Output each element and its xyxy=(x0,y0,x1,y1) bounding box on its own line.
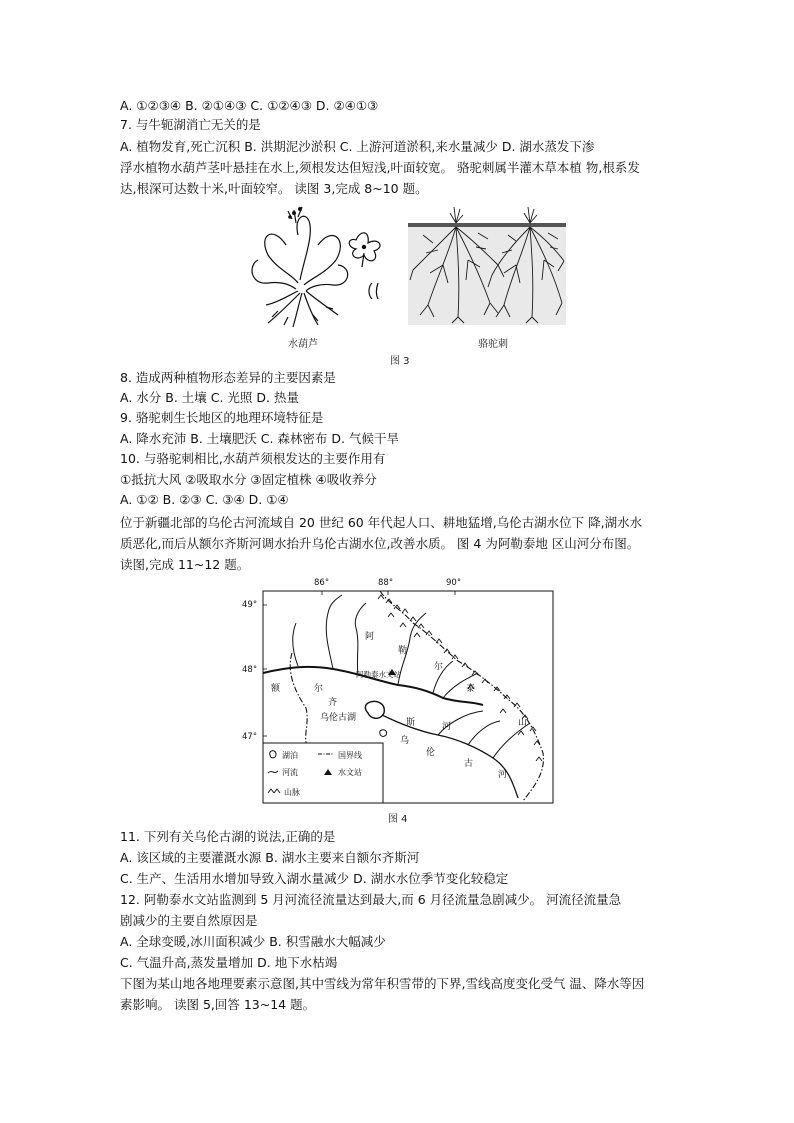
passage-ulungur-3: 读图,完成 11~12 题。 xyxy=(120,557,250,572)
lat-tick-49: 49° xyxy=(242,600,258,610)
q7-options: A. 植物发育,死亡沉积 B. 洪期泥沙淤积 C. 上游河道淤积,来水量减少 D. 湖水蒸发下渗 xyxy=(120,139,595,154)
q10-statements: ①抵抗大风 ②吸取水分 ③固定植株 ④吸收养分 xyxy=(120,472,377,487)
q12-options-cd: C. 气温升高,蒸发量增加 D. 地下水枯竭 xyxy=(120,955,338,970)
legend-river: 河流 xyxy=(282,768,298,777)
map-label-e4: 斯 xyxy=(406,718,416,728)
q12-options-ab: A. 全球变暖,冰川面积减少 B. 积雪融水大幅减少 xyxy=(120,934,386,949)
water-hyacinth-illustration xyxy=(238,205,398,330)
border-east xyxy=(380,591,543,801)
ulungur-lake xyxy=(365,701,384,718)
map-label-e1: 额 xyxy=(271,684,281,694)
map-label-w1: 乌 xyxy=(400,736,410,746)
q6-options: A. ①②③④ B. ②①④③ C. ①②④③ D. ②④①③ xyxy=(120,98,379,113)
legend-station: 水文站 xyxy=(338,768,362,777)
passage-plants-2: 达,根深可达数十米,叶面较窄。 读图 3,完成 8~10 题。 xyxy=(120,181,428,196)
lon-tick-88: 88° xyxy=(378,578,394,588)
legend-lake: 湖泊 xyxy=(282,751,298,760)
passage-ulungur-2: 质恶化,而后从额尔齐斯河调水抬升乌伦古湖水位,改善水质。 图 4 为阿勒泰地 区山河分布图。 xyxy=(120,536,640,551)
q11-stem: 11. 下列有关乌伦古湖的说法,正确的是 xyxy=(120,829,336,844)
map-label-a2: 勒 xyxy=(398,646,408,656)
passage-ulungur-1: 位于新疆北部的乌伦古河流域自 20 世纪 60 年代起人口、耕地猛增,乌伦古湖水位下 降,湖水水 xyxy=(120,515,643,530)
map-label-a1: 阿 xyxy=(365,632,375,642)
q11-options-cd: C. 生产、生活用水增加导致入湖水量减少 D. 湖水水位季节变化较稳定 xyxy=(120,871,509,886)
map-label-e2: 尔 xyxy=(314,684,324,694)
camel-thorn-label: 骆驼刺 xyxy=(478,339,508,350)
passage-plants-1: 浮水植物水葫芦茎叶悬挂在水上,须根发达但短浅,叶面较宽。 骆驼刺属半灌木草本植 物,根系发 xyxy=(120,160,640,175)
map-label-a3: 尔 xyxy=(434,662,444,672)
lat-tick-47: 47° xyxy=(242,732,258,742)
map-label-w2: 伦 xyxy=(426,748,436,758)
figure3-caption: 图 3 xyxy=(390,356,410,367)
passage-snowline-1: 下图为某山地各地理要素示意图,其中雪线为常年积雪带的下界,雪线高度变化受气 温、降水等因 xyxy=(120,976,645,991)
lon-tick-90: 90° xyxy=(446,578,462,588)
q10-options: A. ①② B. ②③ C. ③④ D. ①④ xyxy=(120,492,289,507)
water-hyacinth-label: 水葫芦 xyxy=(288,339,318,350)
altay-river-map xyxy=(238,573,558,808)
q9-options: A. 降水充沛 B. 土壤肥沃 C. 森林密布 D. 气候干旱 xyxy=(120,431,399,446)
map-label-e5: 河 xyxy=(442,722,452,732)
figure4-caption: 图 4 xyxy=(388,814,408,825)
camel-thorn-illustration xyxy=(408,205,566,325)
legend-border: 国界线 xyxy=(338,751,362,760)
q9-stem: 9. 骆驼刺生长地区的地理环境特征是 xyxy=(120,410,324,425)
map-label-a4: 泰 xyxy=(466,684,476,694)
q8-stem: 8. 造成两种植物形态差异的主要因素是 xyxy=(120,370,336,385)
map-label-w3: 古 xyxy=(464,759,474,769)
q11-options-ab: A. 该区域的主要灌溉水源 B. 湖水主要来自额尔齐斯河 xyxy=(120,850,420,865)
passage-snowline-2: 素影响。 读图 5,回答 13~14 题。 xyxy=(120,997,316,1012)
map-label-e3: 齐 xyxy=(328,698,338,708)
lat-tick-48: 48° xyxy=(242,665,258,675)
map-label-a5: 山 xyxy=(518,718,528,728)
legend-mountain: 山脉 xyxy=(284,788,300,797)
q7-stem: 7. 与牛轭湖消亡无关的是 xyxy=(120,117,261,132)
lon-tick-86: 86° xyxy=(314,578,330,588)
q12-stem-2: 剧减少的主要自然原因是 xyxy=(120,913,258,928)
q8-options: A. 水分 B. 土壤 C. 光照 D. 热量 xyxy=(120,390,299,405)
q10-stem: 10. 与骆驼刺相比,水葫芦须根发达的主要作用有 xyxy=(120,451,386,466)
map-label-w4: 河 xyxy=(498,770,508,780)
map-legend xyxy=(263,743,383,803)
map-label-station: 阿勒泰水文站 xyxy=(356,670,401,679)
q12-stem-1: 12. 阿勒泰水文站监测到 5 月河流径流量达到最大,而 6 月径流量急剧减少。 河流径流量急 xyxy=(120,892,622,907)
map-label-lake: 乌伦古湖 xyxy=(320,713,357,723)
